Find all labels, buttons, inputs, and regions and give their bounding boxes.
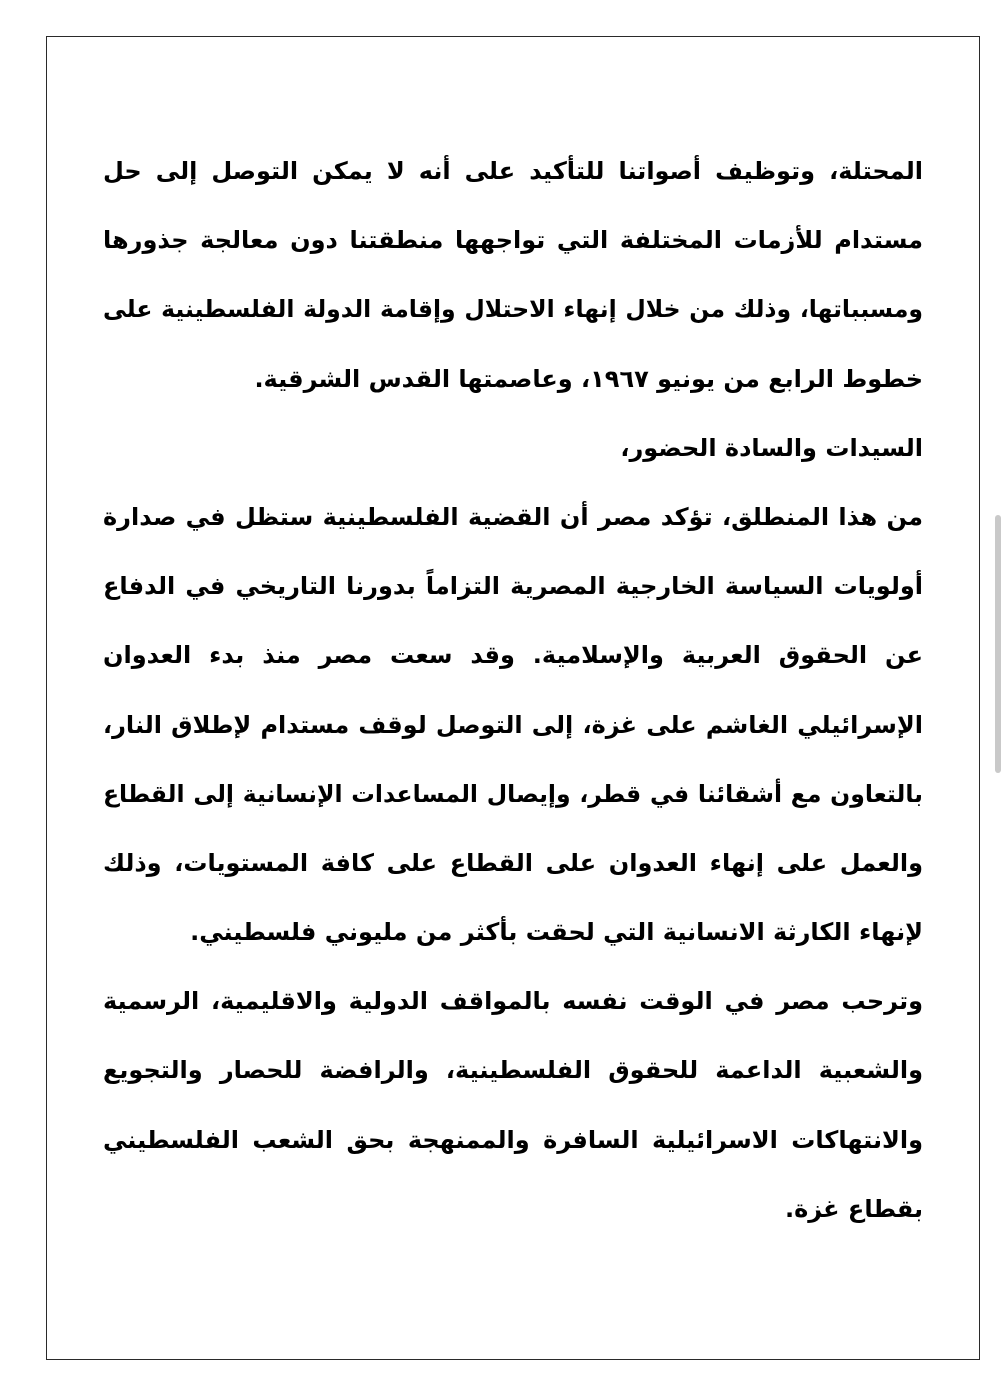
text-line: بالتعاون مع أشقائنا في قطر، وإيصال المساعدات الإنسانية إلى القطاع xyxy=(103,779,923,808)
text-line: عن الحقوق العربية والإسلامية. وقد سعت مصر منذ بدء العدوان xyxy=(103,641,923,670)
text-line: من هذا المنطلق، تؤكد مصر أن القضية الفلسطينية ستظل في صدارة xyxy=(103,502,923,531)
text-line: بقطاع غزة. xyxy=(784,1194,923,1223)
text-line: لإنهاء الكارثة الانسانية التي لحقت بأكثر من مليوني فلسطيني. xyxy=(190,918,923,947)
text-line: خطوط الرابع من يونيو ١٩٦٧، وعاصمتها القدس الشرقية. xyxy=(254,364,923,393)
text-line: وترحب مصر في الوقت نفسه بالمواقف الدولية والاقليمية، الرسمية xyxy=(103,987,923,1016)
text-line: مستدام للأزمات المختلفة التي تواجهها منطقتنا دون معالجة جذورها xyxy=(103,226,923,255)
text-line: والانتهاكات الاسرائيلية السافرة والممنهجة بحق الشعب الفلسطيني xyxy=(103,1125,923,1154)
text-line: والعمل على إنهاء العدوان على القطاع على كافة المستويات، وذلك xyxy=(103,848,923,877)
text-line: المحتلة، وتوظيف أصواتنا للتأكيد على أنه لا يمكن التوصل إلى حل xyxy=(103,157,923,185)
salutation-line: السيدات والسادة الحضور، xyxy=(620,433,923,462)
vertical-scrollbar[interactable] xyxy=(995,515,1001,773)
text-line: والشعبية الداعمة للحقوق الفلسطينية، والرافضة للحصار والتجويع xyxy=(103,1056,923,1085)
document-body xyxy=(103,145,923,1252)
text-line: ومسبباتها، وذلك من خلال إنهاء الاحتلال وإقامة الدولة الفلسطينية على xyxy=(103,295,923,324)
document-page xyxy=(46,36,980,1360)
text-line: أولويات السياسة الخارجية المصرية التزاماً بدورنا التاريخي في الدفاع xyxy=(103,572,923,601)
text-line: الإسرائيلي الغاشم على غزة، إلى التوصل لوقف مستدام لإطلاق النار، xyxy=(103,710,923,739)
